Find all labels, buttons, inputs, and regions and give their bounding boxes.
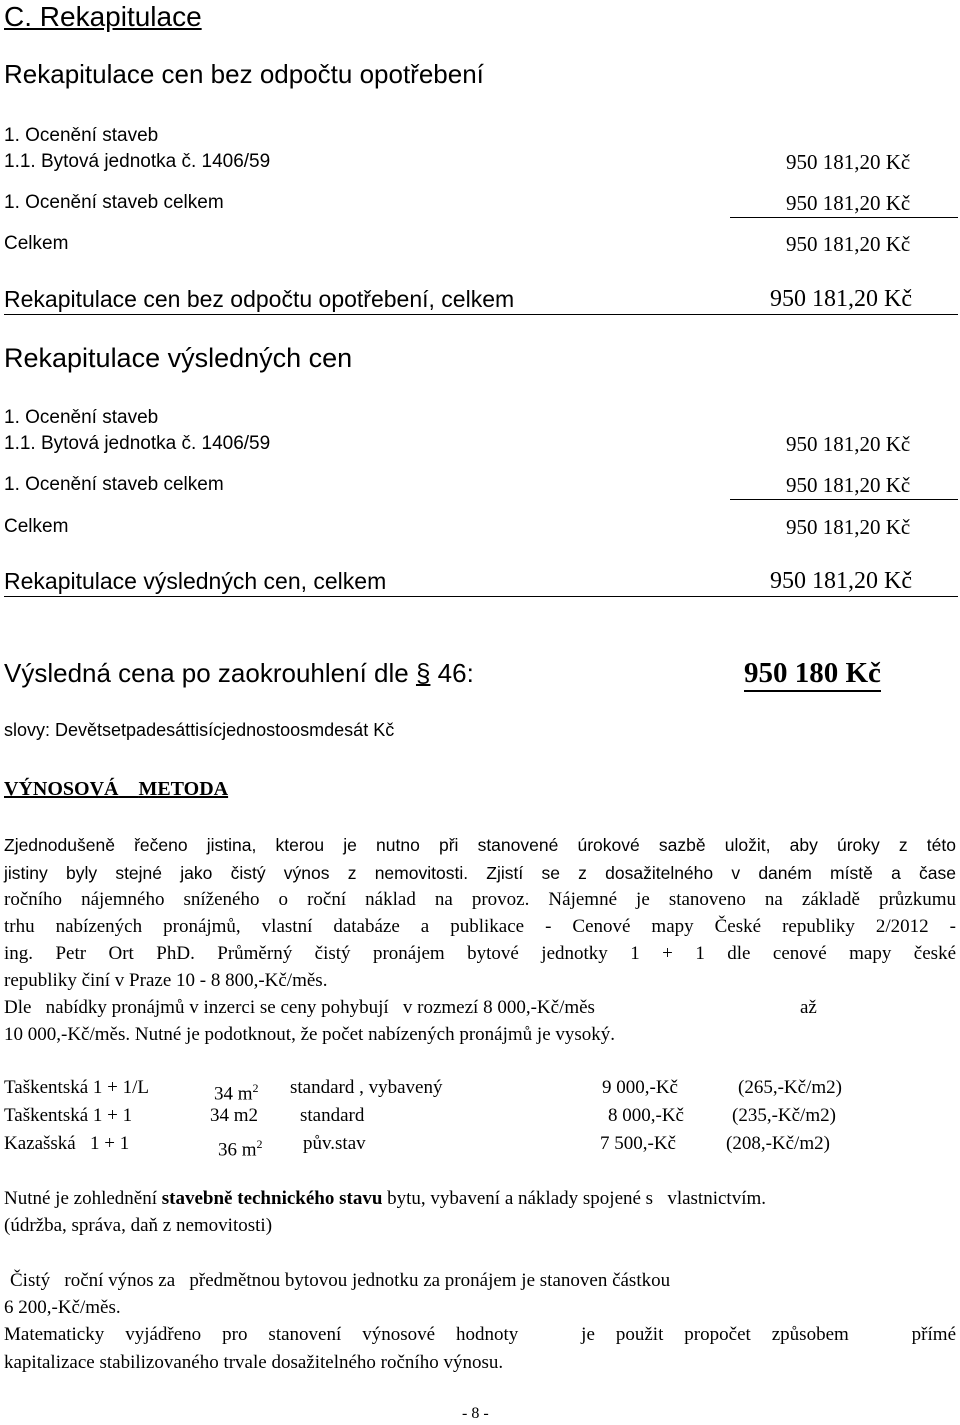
total-label: Celkem bbox=[4, 233, 69, 254]
condition-note: Nutné je zohlednění stavebně technického stavu bytu, vybavení a náklady spojené s vlastnictvím. bbox=[4, 1188, 767, 1209]
net-yield-amount: 6 200,-Kč/měs. bbox=[4, 1297, 121, 1318]
method-line-end: až bbox=[800, 997, 817, 1018]
final-price-label bbox=[4, 657, 474, 689]
total-label: Celkem bbox=[4, 516, 69, 537]
method-line: jistiny byly stejné jako čistý výnos z nemovitosti. Zjistí se z dosažitelného v daném místě a čase bbox=[4, 863, 956, 883]
section-sign: § bbox=[415, 658, 431, 688]
group-total-value: 950 181,20 Kč bbox=[786, 473, 911, 497]
item-label: 1.1. Bytová jednotka č. 1406/59 bbox=[4, 433, 271, 454]
section-title-2: Rekapitulace výsledných cen bbox=[4, 343, 353, 373]
final-price-value: 950 180 Kč bbox=[744, 656, 881, 692]
rental-price-per-m2: (235,-Kč/m2) bbox=[732, 1105, 836, 1126]
condition-note-line: (údržba, správa, daň z nemovitosti) bbox=[4, 1215, 273, 1236]
page-heading: C. Rekapitulace bbox=[4, 1, 202, 32]
item-value: 950 181,20 Kč bbox=[786, 150, 911, 174]
group-total-label: 1. Ocenění staveb celkem bbox=[4, 192, 224, 213]
capitalization-line: Matematicky vyjádřeno pro stanovení výnosové hodnoty je použit propočet způsobem přímé bbox=[4, 1324, 956, 1345]
section-title-1: Rekapitulace cen bez odpočtu opotřebení bbox=[4, 59, 484, 89]
method-line: ročního nájemného sníženého o roční náklad na provoz. Nájemné je stanoveno na základě průzkumu bbox=[4, 889, 956, 910]
grand-total-value: 950 181,20 Kč bbox=[770, 286, 912, 312]
method-line: trhu nabízených pronájmů, vlastní databáze a publikace - Cenové mapy České republiky 2/2012 - bbox=[4, 916, 956, 937]
rental-price: 8 000,-Kč bbox=[608, 1105, 684, 1126]
rental-location: Taškentská 1 + 1/L bbox=[4, 1077, 149, 1098]
method-line: 10 000,-Kč/měs. Nutné je podotknout, že počet nabízených pronájmů je vysoký. bbox=[4, 1024, 616, 1045]
total-value: 950 181,20 Kč bbox=[786, 515, 911, 539]
grand-total-value: 950 181,20 Kč bbox=[770, 568, 912, 594]
item-label: 1.1. Bytová jednotka č. 1406/59 bbox=[4, 151, 271, 172]
group-label: 1. Ocenění staveb bbox=[4, 407, 159, 428]
rental-area: 34 m2 bbox=[210, 1105, 259, 1126]
method-line: ing. Petr Ort PhD. Průměrný čistý pronájem bytové jednotky 1 + 1 dle cenové mapy české bbox=[4, 943, 956, 964]
rental-area: 34 $m^2$ bbox=[214, 1081, 259, 1105]
method-title: VÝNOSOVÁ METODA bbox=[4, 778, 229, 800]
rental-location: Kazašská 1 + 1 bbox=[4, 1133, 130, 1154]
group-total-label: 1. Ocenění staveb celkem bbox=[4, 474, 224, 495]
method-line: republiky činí v Praze 10 - 8 800,-Kč/měs. bbox=[4, 970, 328, 991]
net-yield-line: Čistý roční výnos za předmětnou bytovou jednotku za pronájem je stanoven částkou bbox=[10, 1270, 671, 1291]
method-line: Zjednodušeně řečeno jistina, kterou je nutno při stanovené úrokové sazbě uložit, aby úroky z této bbox=[4, 835, 956, 855]
rental-description: standard , vybavený bbox=[290, 1077, 443, 1098]
section-number: 46: bbox=[437, 658, 474, 688]
grand-total-label: Rekapitulace výsledných cen, celkem bbox=[4, 568, 387, 594]
rental-area: 36 $m^2$ bbox=[218, 1137, 263, 1161]
rental-description: standard bbox=[300, 1105, 365, 1126]
group-total-value: 950 181,20 Kč bbox=[786, 191, 911, 215]
grand-total-label: Rekapitulace cen bez odpočtu opotřebení, celkem bbox=[4, 286, 515, 312]
final-price-text: Výsledná cena po zaokrouhlení dle bbox=[4, 658, 409, 688]
rental-price-per-m2: (265,-Kč/m2) bbox=[738, 1077, 842, 1098]
condition-note-emphasis: stavebně technického stavu bbox=[161, 1188, 383, 1209]
capitalization-line: kapitalizace stabilizovaného trvale dosažitelného ročního výnosu. bbox=[4, 1352, 504, 1373]
total-value: 950 181,20 Kč bbox=[786, 232, 911, 256]
item-value: 950 181,20 Kč bbox=[786, 432, 911, 456]
rental-description: pův.stav bbox=[303, 1133, 366, 1154]
rental-price: 7 500,-Kč bbox=[600, 1133, 676, 1154]
rental-price-per-m2: (208,-Kč/m2) bbox=[726, 1133, 830, 1154]
price-in-words: slovy: Devětsetpadesáttisícjednostoosmdesát Kč bbox=[4, 720, 395, 740]
page-number: - 8 - bbox=[462, 1405, 489, 1422]
rental-location: Taškentská 1 + 1 bbox=[4, 1105, 133, 1126]
method-line: Dle nabídky pronájmů v inzerci se ceny pohybují v rozmezí 8 000,-Kč/měs bbox=[4, 997, 595, 1018]
rental-price: 9 000,-Kč bbox=[602, 1077, 678, 1098]
group-label: 1. Ocenění staveb bbox=[4, 125, 159, 146]
